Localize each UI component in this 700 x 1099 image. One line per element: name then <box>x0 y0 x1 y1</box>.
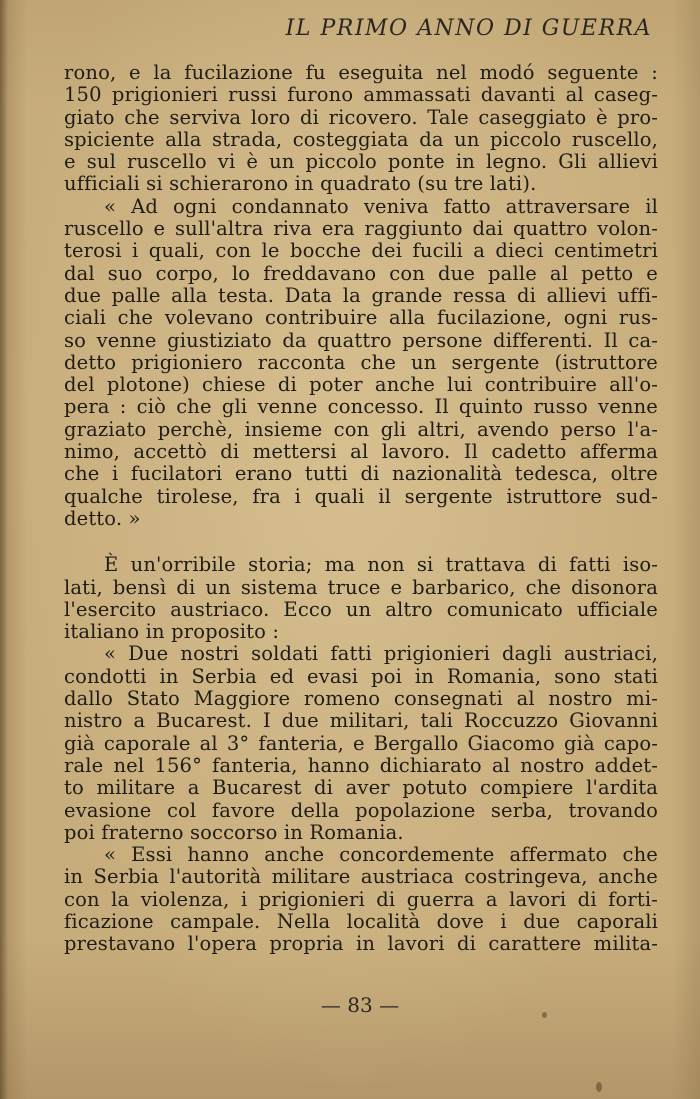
text-line: qualche tirolese, fra i quali il sergente istruttore sud- <box>64 484 658 508</box>
paragraph-1 <box>64 62 658 196</box>
text-line: pera : ciò che gli venne concesso. Il quinto russo venne <box>64 395 658 419</box>
text-line: rale nel 156° fanteria, hanno dichiarato al nostro addet- <box>64 753 658 777</box>
text-line: italiano in proposito : <box>64 620 280 644</box>
text-line: « Essi hanno anche concordemente affermato che <box>104 843 658 867</box>
text-line: poi fraterno soccorso in Romania. <box>64 820 404 844</box>
text-line: ficazione campale. Nella località dove i due caporali <box>64 909 658 933</box>
text-line: dallo Stato Maggiore romeno consegnati al nostro mi- <box>64 687 658 711</box>
text-line: graziato perchè, insieme con gli altri, avendo perso l'a- <box>64 417 658 441</box>
paragraph-2 <box>64 196 658 530</box>
paragraph-5 <box>64 844 658 955</box>
text-line: « Ad ogni condannato veniva fatto attraversare il <box>104 194 658 218</box>
text-line: « Due nostri soldati fatti prigionieri dagli austriaci, <box>104 642 658 666</box>
text-line: ufficiali si schierarono in quadrato (su tre lati). <box>64 172 537 196</box>
text-line: nimo, accettò di mettersi al lavoro. Il cadetto afferma <box>64 440 658 464</box>
text-line: terosi i quali, con le bocche dei fucili a dieci centimetri <box>64 239 658 263</box>
text-line: due palle alla testa. Data la grande ressa di allievi uffi- <box>64 283 658 307</box>
paper-speck <box>542 1012 547 1018</box>
text-line: rono, e la fucilazione fu eseguita nel modó seguente : <box>64 61 658 84</box>
paragraph-3 <box>64 554 658 643</box>
text-line: in Serbia l'autorità militare austriaca costringeva, anche <box>64 865 658 889</box>
text-line: spiciente alla strada, costeggiata da un piccolo ruscello, <box>64 127 658 151</box>
text-line: l'esercito austriaco. Ecco un altro comunicato ufficiale <box>64 597 658 621</box>
paragraph-gap <box>64 530 658 554</box>
text-line: giato che serviva loro di ricovero. Tale caseggiato è pro- <box>64 105 658 129</box>
text-line: dal suo corpo, lo freddavano con due palle al petto e <box>64 261 658 285</box>
text-line: lati, bensì di un sistema truce e barbarico, che disonora <box>64 575 658 599</box>
text-line: È un'orribile storia; ma non si trattava di fatti iso- <box>104 553 658 577</box>
text-line: evasione col favore della popolazione serba, trovando <box>64 798 658 822</box>
text-line: detto prigioniero racconta che un sergente (istruttore <box>64 350 658 374</box>
running-header: IL PRIMO ANNO DI GUERRA <box>285 16 652 41</box>
text-body <box>64 62 658 956</box>
text-line: già caporale al 3° fanteria, e Bergallo Giacomo già capo- <box>64 731 658 755</box>
text-line: condotti in Serbia ed evasi poi in Romania, sono stati <box>64 664 658 688</box>
paper-speck <box>596 1082 602 1092</box>
text-line: nistro a Bucarest. I due militari, tali Roccuzzo Giovanni <box>64 709 658 733</box>
text-line: 150 prigionieri russi furono ammassati davanti al caseg- <box>64 83 658 107</box>
text-line: ciali che volevano contribuire alla fucilazione, ogni rus- <box>64 306 658 330</box>
text-line: ruscello e sull'altra riva era raggiunto dai quattro volon- <box>64 217 658 241</box>
page-number: — 83 — <box>320 993 400 1017</box>
text-line: detto. » <box>64 506 141 530</box>
paragraph-4 <box>64 643 658 844</box>
text-line: con la violenza, i prigionieri di guerra a lavori di forti- <box>64 887 658 911</box>
text-line: prestavano l'opera propria in lavori di carattere milita- <box>64 932 658 956</box>
text-line: to militare a Bucarest di aver potuto compiere l'ardita <box>64 776 658 800</box>
text-line: che i fucilatori erano tutti di nazionalità tedesca, oltre <box>64 462 658 486</box>
text-line: del plotone) chiese di poter anche lui contribuire all'o- <box>64 373 658 397</box>
page-edge-shadow <box>0 0 8 1099</box>
text-line: so venne giustiziato da quattro persone differenti. Il ca- <box>64 328 658 352</box>
text-line: e sul ruscello vi è un piccolo ponte in legno. Gli allievi <box>64 150 658 174</box>
